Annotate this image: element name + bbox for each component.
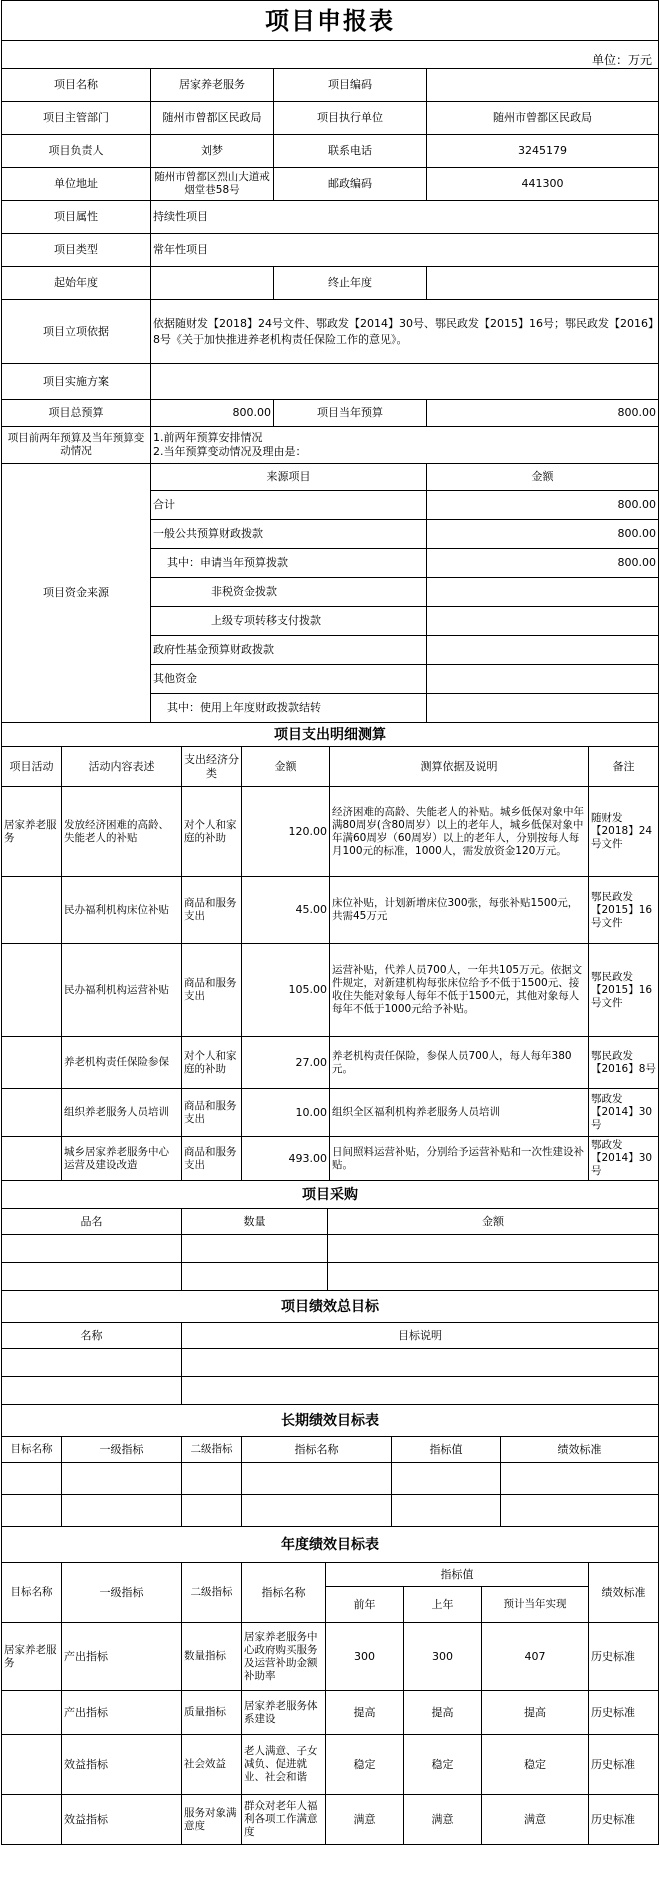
expense-header: 金额	[242, 747, 330, 787]
procurement-table	[1, 1180, 659, 1291]
longterm-section-title: 长期绩效目标表	[2, 1405, 659, 1437]
address-label: 单位地址	[2, 168, 151, 201]
annual-level1: 效益指标	[62, 1795, 182, 1845]
table-row	[2, 1623, 659, 1691]
attr-label: 项目属性	[2, 201, 151, 234]
longterm-header: 指标值	[392, 1437, 501, 1463]
table-row	[2, 1691, 659, 1735]
expense-content: 城乡居家养老服务中心运营及建设改造	[62, 1137, 182, 1181]
annual-value-prev2: 提高	[326, 1691, 404, 1735]
annual-value-current: 满意	[482, 1795, 589, 1845]
table-row	[2, 1795, 659, 1845]
longterm-header: 指标名称	[242, 1437, 392, 1463]
annual-header: 二级指标	[182, 1563, 242, 1623]
annual-standard: 历史标准	[589, 1735, 659, 1795]
annual-level2: 服务对象满意度	[182, 1795, 242, 1845]
end-year-label: 终止年度	[274, 267, 427, 300]
annual-standard: 历史标准	[589, 1795, 659, 1845]
prev-budget-line-2: 2.当年预算变动情况及理由是：	[153, 445, 307, 458]
longterm-goal-table	[1, 1404, 659, 1527]
expense-category: 对个人和家庭的补助	[182, 787, 242, 877]
funding-row-name: 其中：申请当年预算拨款	[151, 549, 427, 578]
annual-standard: 历史标准	[589, 1623, 659, 1691]
expense-activity: 居家养老服务	[2, 787, 62, 877]
annual-subheader: 上年	[404, 1587, 482, 1623]
expense-note: 鄂民政发【2015】16号文件	[589, 944, 659, 1037]
table-row	[2, 1735, 659, 1795]
annual-value-prev1: 提高	[404, 1691, 482, 1735]
table-row	[2, 1463, 659, 1495]
funding-row-name: 合计	[151, 491, 427, 520]
dept-label: 项目主管部门	[2, 102, 151, 135]
address: 随州市曾都区烈山大道戒烟堂巷58号	[151, 168, 274, 201]
annual-section-title: 年度绩效目标表	[2, 1527, 659, 1563]
expense-basis: 运营补贴，代养人员700人，一年共105万元。依据文件规定，对新建机构每张床位给予不低于1500元、接收住失能对象每人每年不低于1500元，其他对象每人每年不低于1000元给予补贴。	[330, 944, 589, 1037]
expense-header: 项目活动	[2, 747, 62, 787]
start-year	[151, 267, 274, 300]
owner-label: 项目负责人	[2, 135, 151, 168]
total-budget: 800.00	[151, 400, 274, 427]
expense-basis: 养老机构责任保险，参保人员700人，每人每年380元。	[330, 1037, 589, 1089]
annual-indicator: 居家养老服务体系建设	[242, 1691, 326, 1735]
funding-col-amount: 金额	[427, 464, 659, 491]
dept: 随州市曾都区民政局	[151, 102, 274, 135]
expense-activity	[2, 877, 62, 944]
expense-header: 备注	[589, 747, 659, 787]
page-title: 项目申报表	[2, 1, 659, 41]
annual-goal	[2, 1691, 62, 1735]
type: 常年性项目	[151, 234, 659, 267]
basis: 依据随财发【2018】24号文件、鄂政发【2014】30号、鄂民政发【2015】16号；鄂民政发【2016】8号《关于加快推进养老机构责任保险工作的意见》。	[151, 300, 659, 364]
phone-label: 联系电话	[274, 135, 427, 168]
expense-activity	[2, 1089, 62, 1137]
annual-value-current: 407	[482, 1623, 589, 1691]
annual-value-prev2: 300	[326, 1623, 404, 1691]
expense-category: 商品和服务支出	[182, 944, 242, 1037]
funding-row-name: 其中：使用上年度财政拨款结转	[151, 694, 427, 723]
expense-note: 鄂民政发【2016】8号	[589, 1037, 659, 1089]
annual-value-prev2: 稳定	[326, 1735, 404, 1795]
expense-section-title: 项目支出明细测算	[2, 723, 659, 747]
expense-amount: 45.00	[242, 877, 330, 944]
overall-goal-table	[1, 1290, 659, 1405]
expense-activity	[2, 1037, 62, 1089]
funding-row-amount: 800.00	[427, 520, 659, 549]
expense-header: 支出经济分类	[182, 747, 242, 787]
phone: 3245179	[427, 135, 659, 168]
table-row	[2, 1037, 659, 1089]
annual-level2: 质量指标	[182, 1691, 242, 1735]
exec-unit-label: 项目执行单位	[274, 102, 427, 135]
plan	[151, 364, 659, 400]
annual-value-current: 提高	[482, 1691, 589, 1735]
procurement-section-title: 项目采购	[2, 1181, 659, 1209]
overall-section-title: 项目绩效总目标	[2, 1291, 659, 1323]
owner: 刘梦	[151, 135, 274, 168]
funding-row-name: 非税资金拨款	[151, 578, 427, 607]
funding-col-source: 来源项目	[151, 464, 427, 491]
expense-activity	[2, 944, 62, 1037]
annual-header: 指标名称	[242, 1563, 326, 1623]
longterm-header: 一级指标	[62, 1437, 182, 1463]
annual-header: 一级指标	[62, 1563, 182, 1623]
table-row	[2, 1137, 659, 1181]
project-name: 居家养老服务	[151, 69, 274, 102]
annual-indicator: 居家养老服务中心政府购买服务及运营补助金额补助率	[242, 1623, 326, 1691]
expense-amount: 493.00	[242, 1137, 330, 1181]
table-row	[2, 1235, 659, 1263]
expense-content: 发放经济困难的高龄、失能老人的补贴	[62, 787, 182, 877]
plan-label: 项目实施方案	[2, 364, 151, 400]
expense-basis: 床位补贴，计划新增床位300张，每张补贴1500元，共需45万元	[330, 877, 589, 944]
table-row	[2, 877, 659, 944]
expense-table	[1, 722, 659, 1181]
expense-header: 测算依据及说明	[330, 747, 589, 787]
basic-info-table	[1, 0, 659, 464]
procurement-header: 数量	[182, 1209, 328, 1235]
prev-budget-label: 项目前两年预算及当年预算变动情况	[2, 427, 151, 464]
expense-category: 商品和服务支出	[182, 1089, 242, 1137]
annual-header: 绩效标准	[589, 1563, 659, 1623]
exec-unit: 随州市曾都区民政局	[427, 102, 659, 135]
expense-activity	[2, 1137, 62, 1181]
attr: 持续性项目	[151, 201, 659, 234]
expense-amount: 27.00	[242, 1037, 330, 1089]
funding-row-amount: 800.00	[427, 549, 659, 578]
annual-header: 指标值	[326, 1563, 589, 1587]
funding-label: 项目资金来源	[2, 464, 151, 723]
unit-label: 单位：万元	[2, 41, 659, 69]
total-budget-label: 项目总预算	[2, 400, 151, 427]
table-row	[2, 1263, 659, 1291]
annual-level2: 数量指标	[182, 1623, 242, 1691]
expense-note: 随财发【2018】24号文件	[589, 787, 659, 877]
overall-header: 目标说明	[182, 1323, 659, 1349]
funding-table	[1, 463, 659, 723]
table-row	[2, 787, 659, 877]
annual-goal	[2, 1735, 62, 1795]
funding-row-amount: 800.00	[427, 491, 659, 520]
annual-indicator: 老人满意、子女减负、促进就业、社会和谐	[242, 1735, 326, 1795]
table-row	[2, 1377, 659, 1405]
annual-level1: 产出指标	[62, 1623, 182, 1691]
expense-content: 组织养老服务人员培训	[62, 1089, 182, 1137]
current-budget: 800.00	[427, 400, 659, 427]
prev-budget-line-1: 1.前两年预算安排情况	[153, 431, 263, 444]
annual-subheader: 前年	[326, 1587, 404, 1623]
longterm-header: 目标名称	[2, 1437, 62, 1463]
annual-level2: 社会效益	[182, 1735, 242, 1795]
project-application-form	[1, 0, 658, 1845]
annual-value-prev1: 满意	[404, 1795, 482, 1845]
expense-content: 民办福利机构床位补贴	[62, 877, 182, 944]
prev-budget-notes	[151, 427, 659, 464]
project-name-label: 项目名称	[2, 69, 151, 102]
expense-note: 鄂政发【2014】30号	[589, 1137, 659, 1181]
project-code-label: 项目编码	[274, 69, 427, 102]
expense-note: 鄂政发【2014】30号	[589, 1089, 659, 1137]
end-year	[427, 267, 659, 300]
funding-row-amount	[427, 694, 659, 723]
table-row	[2, 1089, 659, 1137]
funding-row-name: 上级专项转移支付拨款	[151, 607, 427, 636]
annual-subheader: 预计当年实现	[482, 1587, 589, 1623]
expense-content: 养老机构责任保险参保	[62, 1037, 182, 1089]
zip: 441300	[427, 168, 659, 201]
annual-goal	[2, 1795, 62, 1845]
start-year-label: 起始年度	[2, 267, 151, 300]
type-label: 项目类型	[2, 234, 151, 267]
annual-level1: 效益指标	[62, 1735, 182, 1795]
funding-row-name: 一般公共预算财政拨款	[151, 520, 427, 549]
basis-label: 项目立项依据	[2, 300, 151, 364]
annual-standard: 历史标准	[589, 1691, 659, 1735]
expense-basis: 经济困难的高龄、失能老人的补贴。城乡低保对象中年满80周岁(含80周岁）以上的老年人，城乡低保对象中年满60周岁（60周岁）以上的老年人，分别按每人每月100元的标准，1000人，需发放资金120万元。	[330, 787, 589, 877]
expense-category: 商品和服务支出	[182, 1137, 242, 1181]
expense-header: 活动内容表述	[62, 747, 182, 787]
annual-value-prev1: 稳定	[404, 1735, 482, 1795]
funding-row-amount	[427, 578, 659, 607]
procurement-header: 金额	[328, 1209, 659, 1235]
longterm-header: 二级指标	[182, 1437, 242, 1463]
funding-row-amount	[427, 607, 659, 636]
annual-header: 目标名称	[2, 1563, 62, 1623]
expense-category: 商品和服务支出	[182, 877, 242, 944]
annual-level1: 产出指标	[62, 1691, 182, 1735]
funding-row-name: 政府性基金预算财政拨款	[151, 636, 427, 665]
annual-goal: 居家养老服务	[2, 1623, 62, 1691]
current-budget-label: 项目当年预算	[274, 400, 427, 427]
expense-basis: 组织全区福利机构养老服务人员培训	[330, 1089, 589, 1137]
procurement-header: 品名	[2, 1209, 182, 1235]
longterm-header: 绩效标准	[501, 1437, 659, 1463]
annual-value-prev1: 300	[404, 1623, 482, 1691]
funding-row-amount	[427, 665, 659, 694]
zip-label: 邮政编码	[274, 168, 427, 201]
expense-content: 民办福利机构运营补贴	[62, 944, 182, 1037]
annual-indicator: 群众对老年人福利各项工作满意度	[242, 1795, 326, 1845]
table-row	[2, 944, 659, 1037]
annual-goal-table	[1, 1526, 659, 1845]
table-row	[2, 1495, 659, 1527]
annual-value-prev2: 满意	[326, 1795, 404, 1845]
project-code	[427, 69, 659, 102]
expense-amount: 105.00	[242, 944, 330, 1037]
funding-row-name: 其他资金	[151, 665, 427, 694]
expense-note: 鄂民政发【2015】16号文件	[589, 877, 659, 944]
expense-basis: 日间照料运营补贴，分别给予运营补贴和一次性建设补贴。	[330, 1137, 589, 1181]
overall-header: 名称	[2, 1323, 182, 1349]
expense-category: 对个人和家庭的补助	[182, 1037, 242, 1089]
expense-amount: 120.00	[242, 787, 330, 877]
annual-value-current: 稳定	[482, 1735, 589, 1795]
funding-row-amount	[427, 636, 659, 665]
table-row	[2, 1349, 659, 1377]
expense-amount: 10.00	[242, 1089, 330, 1137]
